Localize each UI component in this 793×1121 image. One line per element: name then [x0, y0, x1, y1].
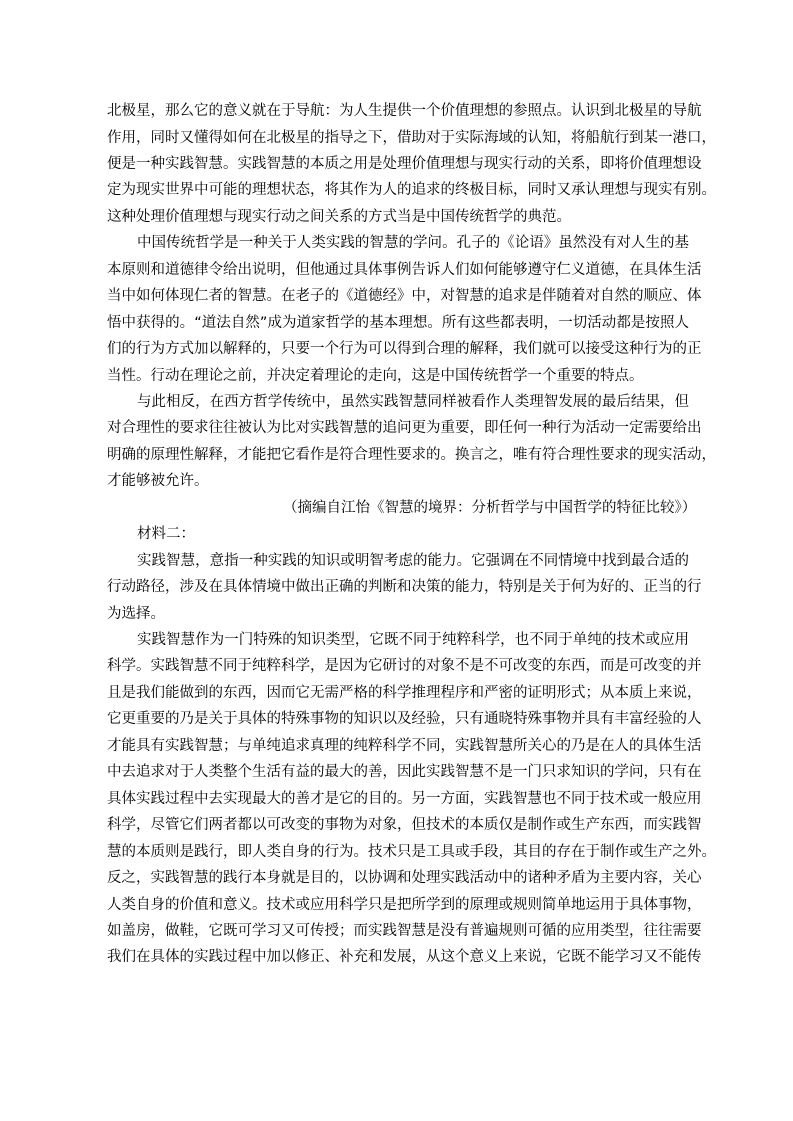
text-line: 且是我们能做到的东西，因而它无需严格的科学推理程序和严密的证明形式；从本质上来说，	[107, 684, 702, 701]
text-line: 材料二：	[137, 526, 195, 543]
text-line: 当中如何体现仁者的智慧。在老子的《道德经》中，对智慧的追求是伴随着对自然的顺应、体	[107, 288, 702, 305]
text-line: 具体实践过程中去实现最大的善才是它的目的。另一方面，实践智慧也不同于技术或一般应用	[107, 790, 702, 807]
text-line: 悟中获得的。“道法自然”成为道家哲学的基本理想。所有这些都表明，一切活动都是按照人	[107, 314, 689, 331]
text-line: 当性。行动在理论之前，并决定着理论的走向，这是中国传统哲学一个重要的特点。	[107, 367, 644, 384]
text-line: 中国传统哲学是一种关于人类实践的智慧的学问。孔子的《论语》虽然没有对人生的基	[137, 235, 689, 252]
text-line: 如盖房，做鞋，它既可学习又可传授；而实践智慧是没有普遍规则可循的应用类型，往往需要	[107, 922, 702, 939]
text-line: 它更重要的乃是关于具体的特殊事物的知识以及经验，只有通晓特殊事物并具有丰富经验的人	[107, 711, 702, 728]
text-line: 定为现实世界中可能的理想状态，将其作为人的追求的终极目标，同时又承认理想与现实有别。	[107, 182, 716, 199]
text-line: 实践智慧作为一门特殊的知识类型，它既不同于纯粹科学，也不同于单纯的技术或应用	[137, 632, 689, 648]
text-line: 便是一种实践智慧。实践智慧的本质之用是处理价值理想与现实行动的关系，即将价值理想设	[107, 155, 702, 172]
text-line: 实践智慧，意指一种实践的知识或明智考虑的能力。它强调在不同情境中找到最合适的	[137, 552, 689, 569]
text-line: 明确的原理性解释，才能把它看作是符合理性要求的。换言之，唯有符合理性要求的现实活动，	[107, 446, 716, 463]
text-line: 为选择。	[107, 605, 165, 622]
text-line: 这种处理价值理想与现实行动之间关系的方式当是中国传统哲学的典范。	[107, 208, 571, 225]
text-line: 科学。实践智慧不同于纯粹科学，是因为它研讨的对象不是不可改变的东西，而是可改变的并	[107, 658, 702, 675]
text-line: 人类自身的价值和意义。技术或应用科学只是把所学到的原理或规则简单地运用于具体事物，	[107, 896, 702, 913]
text-line: 北极星，那么它的意义就在于导航：为人生提供一个价值理想的参照点。认识到北极星的导航	[107, 103, 702, 119]
source-citation: （摘编自江怡《智慧的境界：分析哲学与中国哲学的特征比较》）	[283, 499, 697, 516]
text-line: 慧的本质则是践行，即人类自身的行为。技术只是工具或手段，其目的存在于制作或生产之外。	[107, 843, 716, 860]
text-line: 对合理性的要求往往被认为比对实践智慧的追问更为重要，即任何一种行为活动一定需要给出	[107, 420, 702, 437]
text-line: 我们在具体的实践过程中加以修正、补充和发展，从这个意义上来说，它既不能学习又不能传	[107, 949, 702, 966]
text-line: 们的行为方式加以解释的，只要一个行为可以得到合理的解释，我们就可以接受这种行为的正	[107, 341, 702, 357]
text-line: 与此相反，在西方哲学传统中，虽然实践智慧同样被看作人类理智发展的最后结果，但	[137, 393, 689, 410]
text-line: 本原则和道德律令给出说明，但他通过具体事例告诉人们如何能够遵守仁义道德，在具体生活	[107, 261, 702, 278]
text-line: 作用，同时又懂得如何在北极星的指导之下，借助对于实际海域的认知，将船航行到某一港口，	[107, 129, 716, 146]
text-line: 科学，尽管它们两者都以可改变的事物为对象，但技术的本质仅是制作或生产东西，而实践智	[107, 817, 702, 834]
text-line: 才能具有实践智慧；与单纯追求真理的纯粹科学不同，实践智慧所关心的乃是在人的具体生活	[107, 737, 702, 754]
text-line: 中去追求对于人类整个生活有益的最大的善，因此实践智慧不是一门只求知识的学问，只有在	[107, 764, 702, 781]
text-line: 行动路径，涉及在具体情境中做出正确的判断和决策的能力，特别是关于何为好的、正当的行	[107, 579, 702, 596]
text-line: 才能够被允许。	[107, 473, 209, 490]
text-line: 反之，实践智慧的践行本身就是目的，以协调和处理实践活动中的诸种矛盾为主要内容，关心	[107, 870, 702, 886]
